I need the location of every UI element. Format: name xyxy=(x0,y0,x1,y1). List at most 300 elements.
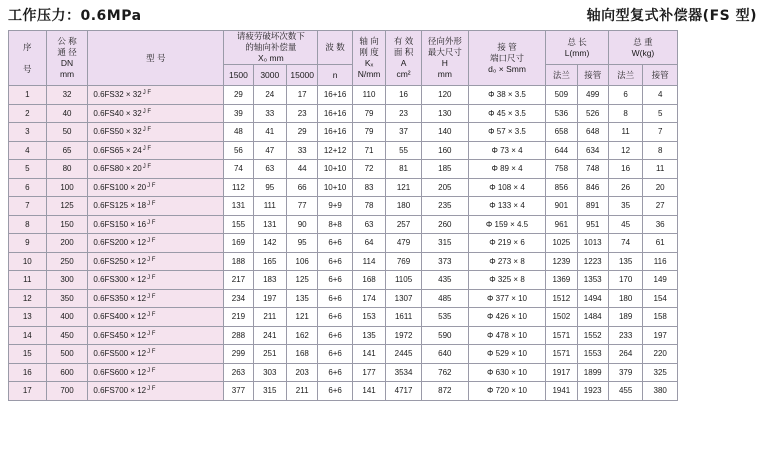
area-cell: 37 xyxy=(386,123,422,142)
header-seq: 序 号 xyxy=(9,31,47,86)
weight-flange-cell: 233 xyxy=(608,326,642,345)
header-length-pipe: 接管 xyxy=(577,65,608,86)
x1500-cell: 131 xyxy=(224,197,253,216)
x1500-cell: 39 xyxy=(224,104,253,123)
x15000-cell: 125 xyxy=(287,271,318,290)
header-weight: 总 重 W(kg) xyxy=(608,31,677,65)
length-flange-cell: 1571 xyxy=(546,345,577,364)
length-pipe-cell: 1484 xyxy=(577,308,608,327)
model-suffix: J F xyxy=(147,201,156,208)
seq-cell: 11 xyxy=(9,271,47,290)
x15000-cell: 168 xyxy=(287,345,318,364)
length-flange-cell: 1502 xyxy=(546,308,577,327)
x3000-cell: 197 xyxy=(253,289,286,308)
length-flange-cell: 1025 xyxy=(546,234,577,253)
model-text: 0.6FS200 × 12 xyxy=(93,238,147,248)
weight-flange-cell: 12 xyxy=(608,141,642,160)
table-row xyxy=(9,178,678,197)
x1500-cell: 288 xyxy=(224,326,253,345)
weight-pipe-cell: 149 xyxy=(643,271,678,290)
dn-cell: 125 xyxy=(46,197,88,216)
weight-pipe-cell: 197 xyxy=(643,326,678,345)
header-dn: 公 称 通 径 DN mm xyxy=(46,31,88,86)
weight-pipe-cell: 20 xyxy=(643,178,678,197)
stiffness-cell: 110 xyxy=(352,86,385,105)
radial-cell: 260 xyxy=(421,215,468,234)
length-flange-cell: 1239 xyxy=(546,252,577,271)
weight-flange-cell: 170 xyxy=(608,271,642,290)
x1500-cell: 74 xyxy=(224,160,253,179)
header-stiffness: 轴 向 刚 度 Kₓ N/mm xyxy=(352,31,385,86)
stiffness-cell: 79 xyxy=(352,123,385,142)
x3000-cell: 47 xyxy=(253,141,286,160)
radial-cell: 315 xyxy=(421,234,468,253)
header-length-flange: 法兰 xyxy=(546,65,577,86)
seq-cell: 7 xyxy=(9,197,47,216)
pipe-cell: Φ 89 × 4 xyxy=(468,160,545,179)
model-suffix: J F xyxy=(147,219,156,226)
pipe-cell: Φ 377 × 10 xyxy=(468,289,545,308)
table-row xyxy=(9,308,678,327)
length-pipe-cell: 1552 xyxy=(577,326,608,345)
x1500-cell: 155 xyxy=(224,215,253,234)
radial-cell: 205 xyxy=(421,178,468,197)
weight-pipe-cell: 325 xyxy=(643,363,678,382)
header-pipe: 接 管 端口尺寸 d₀ × Smm xyxy=(468,31,545,86)
x15000-cell: 33 xyxy=(287,141,318,160)
stiffness-cell: 114 xyxy=(352,252,385,271)
length-pipe-cell: 748 xyxy=(577,160,608,179)
waves-cell: 6+6 xyxy=(318,271,352,290)
area-cell: 121 xyxy=(386,178,422,197)
model-cell xyxy=(88,178,224,197)
model-cell xyxy=(88,234,224,253)
x15000-cell: 90 xyxy=(287,215,318,234)
x3000-cell: 211 xyxy=(253,308,286,327)
area-cell: 16 xyxy=(386,86,422,105)
dn-cell: 150 xyxy=(46,215,88,234)
seq-cell: 5 xyxy=(9,160,47,179)
dn-cell: 80 xyxy=(46,160,88,179)
x15000-cell: 66 xyxy=(287,178,318,197)
pipe-cell: Φ 630 × 10 xyxy=(468,363,545,382)
weight-pipe-cell: 5 xyxy=(643,104,678,123)
header-length: 总 长 L(mm) xyxy=(546,31,609,65)
x3000-cell: 303 xyxy=(253,363,286,382)
header-x3000: 3000 xyxy=(253,65,286,86)
x1500-cell: 299 xyxy=(224,345,253,364)
area-cell: 479 xyxy=(386,234,422,253)
dn-cell: 700 xyxy=(46,382,88,401)
stiffness-cell: 72 xyxy=(352,160,385,179)
table-row xyxy=(9,86,678,105)
model-text: 0.6FS300 × 12 xyxy=(93,275,147,285)
model-cell xyxy=(88,382,224,401)
model-text: 0.6FS400 × 12 xyxy=(93,312,147,322)
length-pipe-cell: 1013 xyxy=(577,234,608,253)
weight-flange-cell: 45 xyxy=(608,215,642,234)
dn-cell: 32 xyxy=(46,86,88,105)
length-flange-cell: 536 xyxy=(546,104,577,123)
radial-cell: 185 xyxy=(421,160,468,179)
length-flange-cell: 509 xyxy=(546,86,577,105)
length-flange-cell: 1571 xyxy=(546,326,577,345)
dn-cell: 500 xyxy=(46,345,88,364)
x15000-cell: 23 xyxy=(287,104,318,123)
weight-pipe-cell: 7 xyxy=(643,123,678,142)
x1500-cell: 48 xyxy=(224,123,253,142)
waves-cell: 12+12 xyxy=(318,141,352,160)
length-flange-cell: 1369 xyxy=(546,271,577,290)
waves-cell: 16+16 xyxy=(318,123,352,142)
x1500-cell: 377 xyxy=(224,382,253,401)
stiffness-cell: 63 xyxy=(352,215,385,234)
pipe-cell: Φ 108 × 4 xyxy=(468,178,545,197)
working-pressure-label: 工作压力：0.6MPa xyxy=(8,8,142,24)
model-cell xyxy=(88,86,224,105)
header-x15000: 15000 xyxy=(287,65,318,86)
x1500-cell: 169 xyxy=(224,234,253,253)
length-pipe-cell: 1353 xyxy=(577,271,608,290)
x3000-cell: 131 xyxy=(253,215,286,234)
model-cell xyxy=(88,123,224,142)
model-suffix: J F xyxy=(147,386,156,393)
header-radial: 径向外形 最大尺寸 H mm xyxy=(421,31,468,86)
header-weight-flange: 法兰 xyxy=(608,65,642,86)
dn-cell: 50 xyxy=(46,123,88,142)
waves-cell: 16+16 xyxy=(318,86,352,105)
model-text: 0.6FS600 × 12 xyxy=(93,367,147,377)
x3000-cell: 165 xyxy=(253,252,286,271)
pipe-cell: Φ 478 × 10 xyxy=(468,326,545,345)
model-suffix: J F xyxy=(142,127,152,134)
model-text: 0.6FS150 × 16 xyxy=(93,219,147,229)
x15000-cell: 203 xyxy=(287,363,318,382)
weight-pipe-cell: 36 xyxy=(643,215,678,234)
x15000-cell: 106 xyxy=(287,252,318,271)
radial-cell: 872 xyxy=(421,382,468,401)
waves-cell: 10+10 xyxy=(318,160,352,179)
model-text: 0.6FS65 × 24 xyxy=(93,145,142,155)
dn-cell: 450 xyxy=(46,326,88,345)
length-pipe-cell: 526 xyxy=(577,104,608,123)
stiffness-cell: 141 xyxy=(352,382,385,401)
model-text: 0.6FS100 × 20 xyxy=(93,182,147,192)
length-flange-cell: 901 xyxy=(546,197,577,216)
pipe-cell: Φ 73 × 4 xyxy=(468,141,545,160)
seq-cell: 15 xyxy=(9,345,47,364)
stiffness-cell: 135 xyxy=(352,326,385,345)
model-cell xyxy=(88,271,224,290)
pipe-cell: Φ 45 × 3.5 xyxy=(468,104,545,123)
model-text: 0.6FS125 × 18 xyxy=(93,201,147,211)
seq-cell: 8 xyxy=(9,215,47,234)
length-pipe-cell: 634 xyxy=(577,141,608,160)
table-row xyxy=(9,326,678,345)
model-suffix: J F xyxy=(147,312,156,319)
x1500-cell: 56 xyxy=(224,141,253,160)
length-pipe-cell: 1223 xyxy=(577,252,608,271)
area-cell: 1972 xyxy=(386,326,422,345)
x15000-cell: 211 xyxy=(287,382,318,401)
waves-cell: 10+10 xyxy=(318,178,352,197)
length-pipe-cell: 951 xyxy=(577,215,608,234)
pipe-cell: Φ 38 × 3.5 xyxy=(468,86,545,105)
x15000-cell: 77 xyxy=(287,197,318,216)
model-cell xyxy=(88,289,224,308)
radial-cell: 235 xyxy=(421,197,468,216)
weight-flange-cell: 74 xyxy=(608,234,642,253)
model-text: 0.6FS250 × 12 xyxy=(93,256,147,266)
area-cell: 55 xyxy=(386,141,422,160)
area-cell: 1611 xyxy=(386,308,422,327)
waves-cell: 6+6 xyxy=(318,308,352,327)
x3000-cell: 95 xyxy=(253,178,286,197)
dn-cell: 200 xyxy=(46,234,88,253)
x15000-cell: 29 xyxy=(287,123,318,142)
stiffness-cell: 174 xyxy=(352,289,385,308)
table-row xyxy=(9,289,678,308)
stiffness-cell: 153 xyxy=(352,308,385,327)
seq-cell: 9 xyxy=(9,234,47,253)
pipe-cell: Φ 219 × 6 xyxy=(468,234,545,253)
model-suffix: J F xyxy=(147,367,156,374)
seq-cell: 17 xyxy=(9,382,47,401)
weight-flange-cell: 180 xyxy=(608,289,642,308)
weight-pipe-cell: 8 xyxy=(643,141,678,160)
dn-cell: 40 xyxy=(46,104,88,123)
x15000-cell: 44 xyxy=(287,160,318,179)
dn-cell: 100 xyxy=(46,178,88,197)
waves-cell: 6+6 xyxy=(318,252,352,271)
length-pipe-cell: 499 xyxy=(577,86,608,105)
waves-cell: 6+6 xyxy=(318,382,352,401)
model-cell xyxy=(88,215,224,234)
radial-cell: 120 xyxy=(421,86,468,105)
header-waves-unit: n xyxy=(318,65,352,86)
dn-cell: 400 xyxy=(46,308,88,327)
weight-flange-cell: 6 xyxy=(608,86,642,105)
length-pipe-cell: 1494 xyxy=(577,289,608,308)
model-text: 0.6FS500 × 12 xyxy=(93,349,147,359)
length-flange-cell: 658 xyxy=(546,123,577,142)
area-cell: 23 xyxy=(386,104,422,123)
stiffness-cell: 71 xyxy=(352,141,385,160)
x1500-cell: 219 xyxy=(224,308,253,327)
seq-cell: 16 xyxy=(9,363,47,382)
model-suffix: J F xyxy=(147,238,156,245)
seq-cell: 6 xyxy=(9,178,47,197)
seq-cell: 2 xyxy=(9,104,47,123)
pipe-cell: Φ 426 × 10 xyxy=(468,308,545,327)
x3000-cell: 63 xyxy=(253,160,286,179)
table-row xyxy=(9,252,678,271)
area-cell: 2445 xyxy=(386,345,422,364)
radial-cell: 485 xyxy=(421,289,468,308)
spec-table xyxy=(8,30,678,401)
x1500-cell: 29 xyxy=(224,86,253,105)
x3000-cell: 241 xyxy=(253,326,286,345)
x3000-cell: 251 xyxy=(253,345,286,364)
x1500-cell: 234 xyxy=(224,289,253,308)
x15000-cell: 162 xyxy=(287,326,318,345)
model-cell xyxy=(88,141,224,160)
pipe-cell: Φ 325 × 8 xyxy=(468,271,545,290)
weight-pipe-cell: 380 xyxy=(643,382,678,401)
x3000-cell: 315 xyxy=(253,382,286,401)
pipe-cell: Φ 720 × 10 xyxy=(468,382,545,401)
x3000-cell: 41 xyxy=(253,123,286,142)
weight-flange-cell: 455 xyxy=(608,382,642,401)
length-pipe-cell: 1553 xyxy=(577,345,608,364)
length-pipe-cell: 648 xyxy=(577,123,608,142)
pipe-cell: Φ 57 × 3.5 xyxy=(468,123,545,142)
x15000-cell: 121 xyxy=(287,308,318,327)
model-suffix: J F xyxy=(147,330,156,337)
pipe-cell: Φ 133 × 4 xyxy=(468,197,545,216)
area-cell: 1307 xyxy=(386,289,422,308)
x3000-cell: 142 xyxy=(253,234,286,253)
radial-cell: 140 xyxy=(421,123,468,142)
model-cell xyxy=(88,197,224,216)
model-suffix: J F xyxy=(142,164,152,171)
x15000-cell: 17 xyxy=(287,86,318,105)
dn-cell: 250 xyxy=(46,252,88,271)
waves-cell: 6+6 xyxy=(318,326,352,345)
waves-cell: 6+6 xyxy=(318,363,352,382)
model-suffix: J F xyxy=(147,275,156,282)
weight-pipe-cell: 4 xyxy=(643,86,678,105)
waves-cell: 6+6 xyxy=(318,234,352,253)
model-text: 0.6FS80 × 20 xyxy=(93,164,142,174)
weight-flange-cell: 135 xyxy=(608,252,642,271)
weight-pipe-cell: 220 xyxy=(643,345,678,364)
x15000-cell: 135 xyxy=(287,289,318,308)
table-row xyxy=(9,363,678,382)
dn-cell: 350 xyxy=(46,289,88,308)
seq-cell: 1 xyxy=(9,86,47,105)
header-weight-pipe: 接管 xyxy=(643,65,678,86)
seq-cell: 14 xyxy=(9,326,47,345)
radial-cell: 590 xyxy=(421,326,468,345)
header-area: 有 效 面 积 A cm² xyxy=(386,31,422,86)
radial-cell: 373 xyxy=(421,252,468,271)
x15000-cell: 95 xyxy=(287,234,318,253)
weight-pipe-cell: 158 xyxy=(643,308,678,327)
length-flange-cell: 1917 xyxy=(546,363,577,382)
length-flange-cell: 758 xyxy=(546,160,577,179)
model-text: 0.6FS50 × 32 xyxy=(93,127,142,137)
radial-cell: 640 xyxy=(421,345,468,364)
seq-cell: 4 xyxy=(9,141,47,160)
stiffness-cell: 83 xyxy=(352,178,385,197)
length-flange-cell: 856 xyxy=(546,178,577,197)
radial-cell: 160 xyxy=(421,141,468,160)
length-pipe-cell: 1899 xyxy=(577,363,608,382)
pipe-cell: Φ 159 × 4.5 xyxy=(468,215,545,234)
model-text: 0.6FS350 × 12 xyxy=(93,293,147,303)
weight-flange-cell: 264 xyxy=(608,345,642,364)
dn-cell: 65 xyxy=(46,141,88,160)
table-row xyxy=(9,234,678,253)
table-row xyxy=(9,215,678,234)
weight-flange-cell: 26 xyxy=(608,178,642,197)
table-row xyxy=(9,123,678,142)
table-header xyxy=(9,31,678,86)
length-flange-cell: 644 xyxy=(546,141,577,160)
area-cell: 769 xyxy=(386,252,422,271)
length-flange-cell: 1512 xyxy=(546,289,577,308)
x3000-cell: 24 xyxy=(253,86,286,105)
header-fatigue: 请疲劳破坏次数下 的轴向补偿量 X₀ mm xyxy=(224,31,318,65)
weight-flange-cell: 189 xyxy=(608,308,642,327)
weight-pipe-cell: 27 xyxy=(643,197,678,216)
area-cell: 81 xyxy=(386,160,422,179)
model-cell xyxy=(88,252,224,271)
waves-cell: 8+8 xyxy=(318,215,352,234)
model-cell xyxy=(88,326,224,345)
x1500-cell: 188 xyxy=(224,252,253,271)
product-title: 轴向型复式补偿器(FS 型) xyxy=(586,8,757,24)
header-waves: 波 数 xyxy=(318,31,352,65)
area-cell: 257 xyxy=(386,215,422,234)
pipe-cell: Φ 529 × 10 xyxy=(468,345,545,364)
length-pipe-cell: 891 xyxy=(577,197,608,216)
radial-cell: 535 xyxy=(421,308,468,327)
x3000-cell: 183 xyxy=(253,271,286,290)
waves-cell: 16+16 xyxy=(318,104,352,123)
stiffness-cell: 78 xyxy=(352,197,385,216)
table-row xyxy=(9,160,678,179)
area-cell: 3534 xyxy=(386,363,422,382)
waves-cell: 6+6 xyxy=(318,345,352,364)
table-row xyxy=(9,197,678,216)
stiffness-cell: 177 xyxy=(352,363,385,382)
seq-cell: 13 xyxy=(9,308,47,327)
stiffness-cell: 79 xyxy=(352,104,385,123)
weight-pipe-cell: 61 xyxy=(643,234,678,253)
weight-pipe-cell: 11 xyxy=(643,160,678,179)
length-flange-cell: 961 xyxy=(546,215,577,234)
area-cell: 1105 xyxy=(386,271,422,290)
model-text: 0.6FS32 × 32 xyxy=(93,90,142,100)
stiffness-cell: 141 xyxy=(352,345,385,364)
header-model: 型 号 xyxy=(88,31,224,86)
length-pipe-cell: 846 xyxy=(577,178,608,197)
x1500-cell: 112 xyxy=(224,178,253,197)
model-suffix: J F xyxy=(142,145,152,152)
model-cell xyxy=(88,160,224,179)
table-row xyxy=(9,141,678,160)
model-suffix: J F xyxy=(147,293,156,300)
length-pipe-cell: 1923 xyxy=(577,382,608,401)
area-cell: 180 xyxy=(386,197,422,216)
x3000-cell: 111 xyxy=(253,197,286,216)
model-cell xyxy=(88,363,224,382)
model-suffix: J F xyxy=(147,182,156,189)
model-text: 0.6FS700 × 12 xyxy=(93,386,147,396)
x3000-cell: 33 xyxy=(253,104,286,123)
weight-flange-cell: 35 xyxy=(608,197,642,216)
table-body xyxy=(9,86,678,401)
weight-flange-cell: 11 xyxy=(608,123,642,142)
pipe-cell: Φ 273 × 8 xyxy=(468,252,545,271)
table-row xyxy=(9,104,678,123)
model-text: 0.6FS40 × 32 xyxy=(93,108,142,118)
weight-pipe-cell: 154 xyxy=(643,289,678,308)
radial-cell: 435 xyxy=(421,271,468,290)
model-text: 0.6FS450 × 12 xyxy=(93,330,147,340)
